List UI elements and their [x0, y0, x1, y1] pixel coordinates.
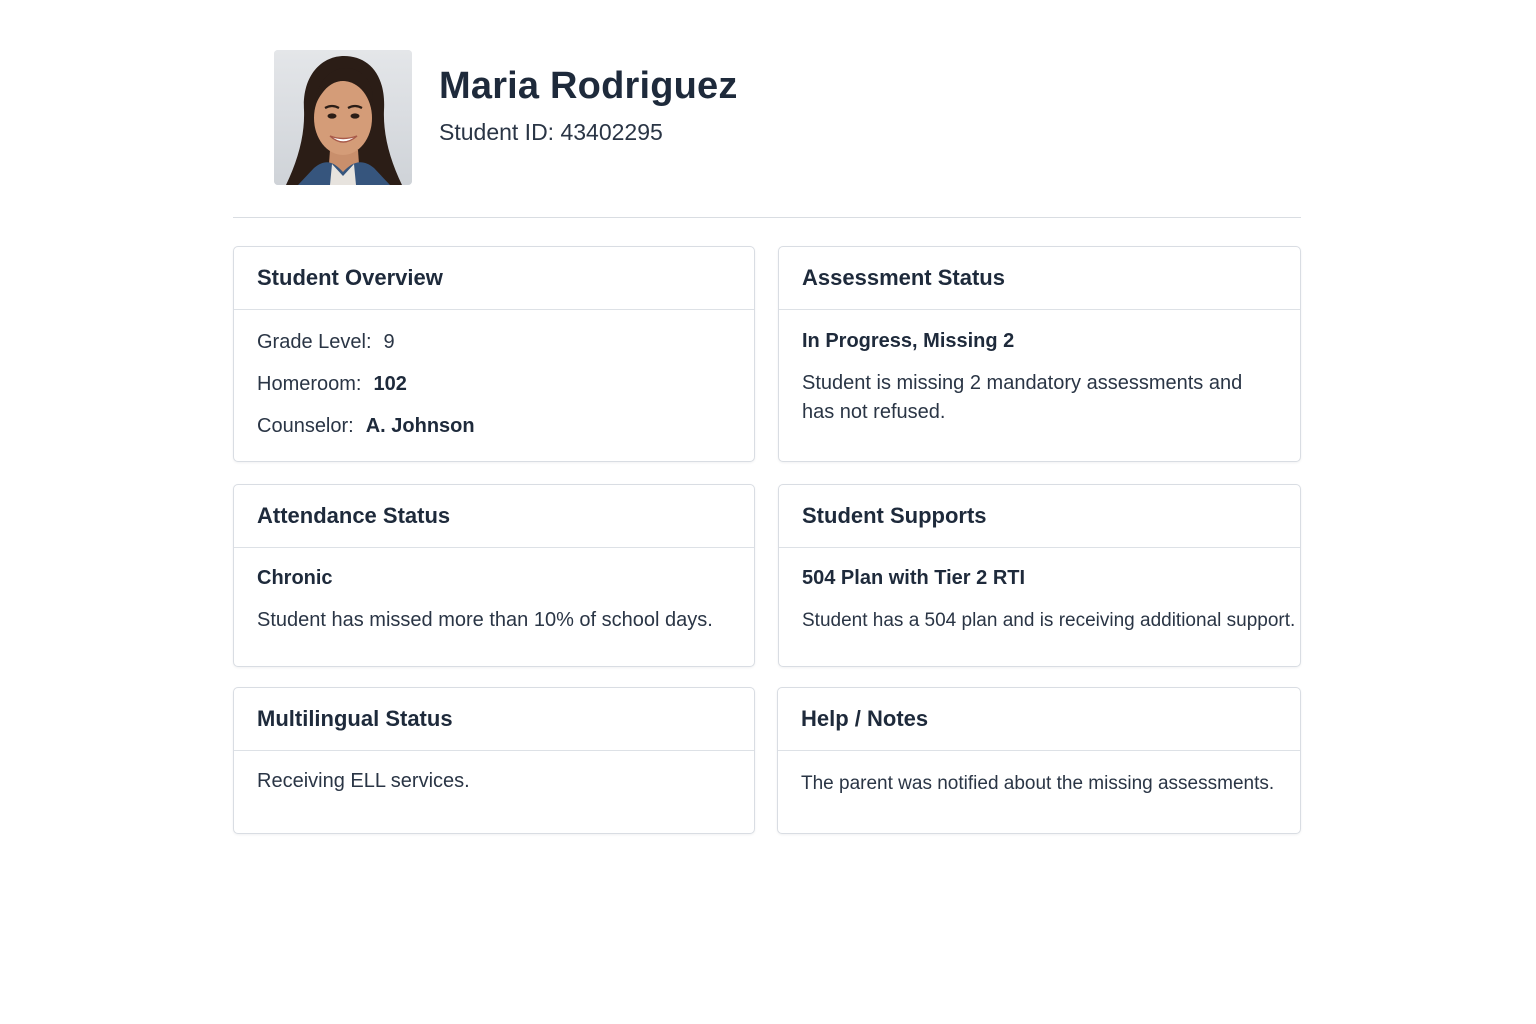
card-title: Help / Notes	[778, 688, 1300, 751]
grade-level-value: 9	[383, 331, 395, 353]
grade-level-row	[257, 330, 731, 354]
profile-header-text	[439, 64, 738, 146]
help-notes-card	[777, 687, 1301, 834]
student-name: Maria Rodriguez	[439, 65, 738, 107]
card-title: Attendance Status	[234, 485, 754, 548]
notes-description: The parent was notified about the missing assessments.	[801, 773, 1275, 794]
card-body	[779, 310, 1300, 427]
card-body	[779, 548, 1300, 635]
header-divider	[233, 217, 1301, 218]
student-avatar	[274, 50, 412, 185]
card-title: Student Overview	[234, 247, 754, 310]
counselor-label: Counselor:	[257, 415, 354, 437]
homeroom-label: Homeroom:	[257, 373, 362, 395]
card-body	[234, 310, 754, 438]
grade-level-label: Grade Level:	[257, 331, 372, 353]
counselor-value: A. Johnson	[365, 415, 475, 437]
card-title: Assessment Status	[779, 247, 1300, 310]
assessment-status-description: Student is missing 2 mandatory assessments and has not refused.	[802, 372, 1243, 423]
assessment-status-value: In Progress, Missing 2	[802, 330, 1015, 352]
counselor-row	[257, 414, 731, 438]
card-body	[234, 751, 754, 796]
attendance-status-value: Chronic	[257, 567, 333, 589]
supports-status-description: Student has a 504 plan and is receiving additional support.	[802, 610, 1296, 631]
card-title: Multilingual Status	[234, 688, 754, 751]
homeroom-value: 102	[373, 373, 407, 395]
card-body	[778, 751, 1300, 798]
assessment-status-card	[778, 246, 1301, 462]
multilingual-status-card	[233, 687, 755, 834]
student-id: Student ID: 43402295	[439, 119, 663, 145]
student-overview-card	[233, 246, 755, 462]
card-body	[234, 548, 754, 635]
attendance-status-description: Student has missed more than 10% of school days.	[257, 609, 713, 631]
profile-header	[274, 50, 738, 185]
student-photo-icon	[274, 50, 412, 185]
student-supports-card	[778, 484, 1301, 667]
supports-status-value: 504 Plan with Tier 2 RTI	[802, 567, 1026, 589]
card-title: Student Supports	[779, 485, 1300, 548]
attendance-status-card	[233, 484, 755, 667]
homeroom-row	[257, 372, 731, 396]
multilingual-status-description: Receiving ELL services.	[257, 770, 470, 792]
